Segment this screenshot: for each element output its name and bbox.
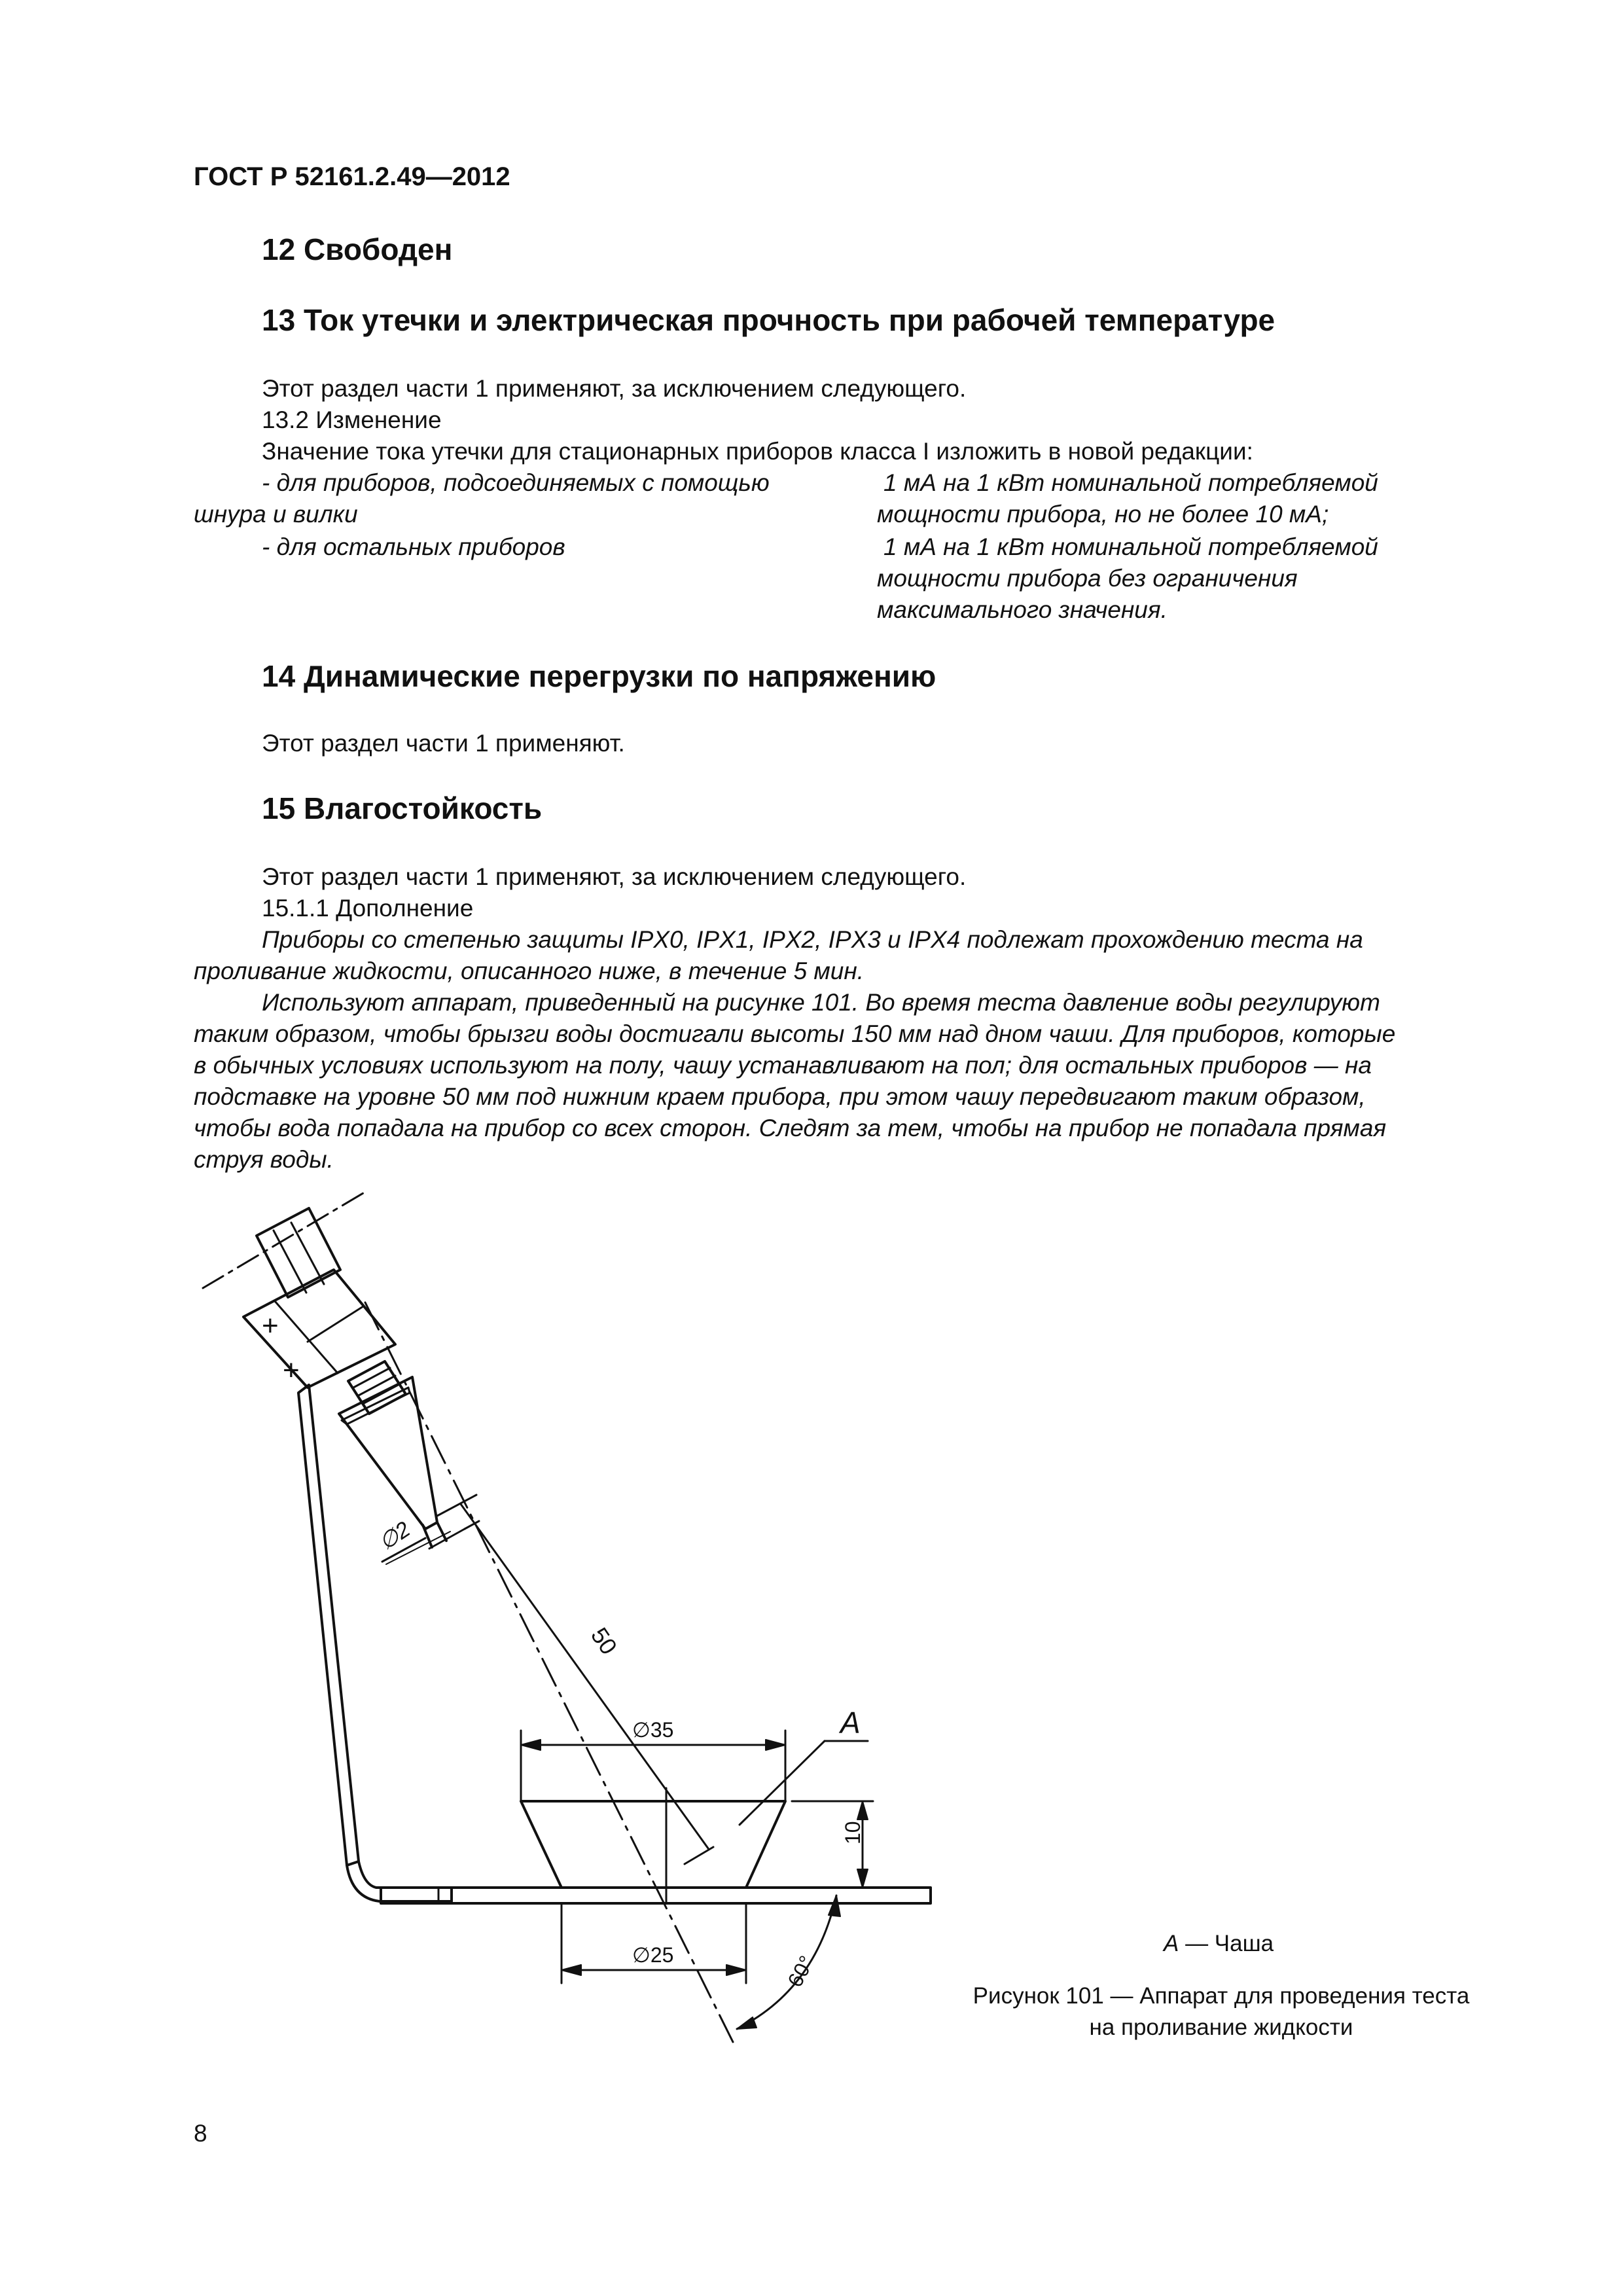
item1-right-line2: мощности прибора, но не более 10 мА; [877,501,1329,528]
section-15-intro: Этот раздел части 1 применяют, за исключением следующего. [262,863,967,890]
nozzle-cone [339,1377,437,1529]
section-15-title: 15 Влагостойкость [262,791,543,825]
item2-right-line2: мощности прибора без ограничения [877,565,1298,592]
axis-top-centerline [203,1191,366,1288]
leader-a [740,1741,825,1825]
legend-letter: A [1164,1931,1179,1956]
para2-line4: подставке на уровне 50 мм под нижним краем прибора, при этом чашу передвигают таким образом, [194,1083,1366,1110]
section-13-text: Значение тока утечки для стационарных приборов класса I изложить в новой редакции: [262,438,1253,465]
section-13-intro: Этот раздел части 1 применяют, за исключением следующего. [262,375,967,402]
dim-label-d35: ∅35 [632,1718,674,1742]
base-plate [381,1888,931,1903]
item2-right-line3: максимального значения. [877,596,1168,623]
section-13-title: 13 Ток утечки и электрическая прочность при рабочей температуре [262,303,1275,337]
section-14-title: 14 Динамические перегрузки по напряжению [262,659,936,693]
para1-line1: Приборы со степенью защиты IPX0, IPX1, IPX2, IPX3 и IPX4 подлежат прохождению теста на [262,926,1363,953]
section-15-subclause: 15.1.1 Дополнение [262,895,474,922]
label-a: A [840,1706,861,1740]
item1-right-line1: 1 мА на 1 кВт номинальной потребляемой [883,469,1378,496]
dim-label-d25: ∅25 [632,1943,674,1967]
dim-label-10: 10 [841,1821,865,1844]
figure-caption-line2: на проливание жидкости [1089,2015,1353,2040]
bowl [521,1801,785,1888]
item2-left: - для остальных приборов [262,533,565,560]
item1-left-line1: - для приборов, подсоединяемых с помощью [262,469,770,496]
dim-label-d2: ∅2 [374,1516,415,1556]
para1-line2: проливание жидкости, описанного ниже, в течение 5 мин. [194,958,865,984]
para2-line5: чтобы вода попадала на прибор со всех сторон. Следят за тем, чтобы на прибор не попадала прямая [194,1115,1387,1141]
dim-label-50: 50 [585,1623,623,1660]
document-code: ГОСТ Р 52161.2.49—2012 [194,162,510,191]
item1-left-line2: шнура и вилки [194,501,358,528]
stand-foot-bend [347,1861,452,1901]
para2-line1: Используют аппарат, приведенный на рисунке 101. Во время теста давление воды регулируют [262,989,1380,1016]
para2-line3: в обычных условиях используют на полу, чашу устанавливают на пол; для остальных приборов — на [194,1052,1372,1079]
para2-line6: струя воды. [194,1146,334,1173]
section-14-text: Этот раздел части 1 применяют. [262,730,625,757]
page-number: 8 [194,2120,207,2147]
dim-line-50 [461,1504,708,1848]
figure-caption-line1: Рисунок 101 — Аппарат для проведения теста [972,1983,1470,2009]
figure-legend [1164,1931,1274,1957]
para2-line2: таким образом, чтобы брызги воды достигали высоты 150 мм над дном чаши. Для приборов, которые [194,1020,1396,1047]
angle-arc-60 [737,1895,836,2029]
legend-text: — Чаша [1179,1931,1274,1956]
plus-mark-2: + [283,1354,300,1386]
stand-bar [298,1385,359,1865]
plus-mark-1: + [262,1310,279,1342]
upper-nut [257,1208,340,1297]
section-13-subclause: 13.2 Изменение [262,406,442,433]
dim-label-angle: 60° [783,1952,819,1991]
section-12-title: 12 Свободен [262,232,453,266]
item2-right-line1: 1 мА на 1 кВт номинальной потребляемой [883,533,1378,560]
nozzle-axis-centerline [365,1302,733,2042]
